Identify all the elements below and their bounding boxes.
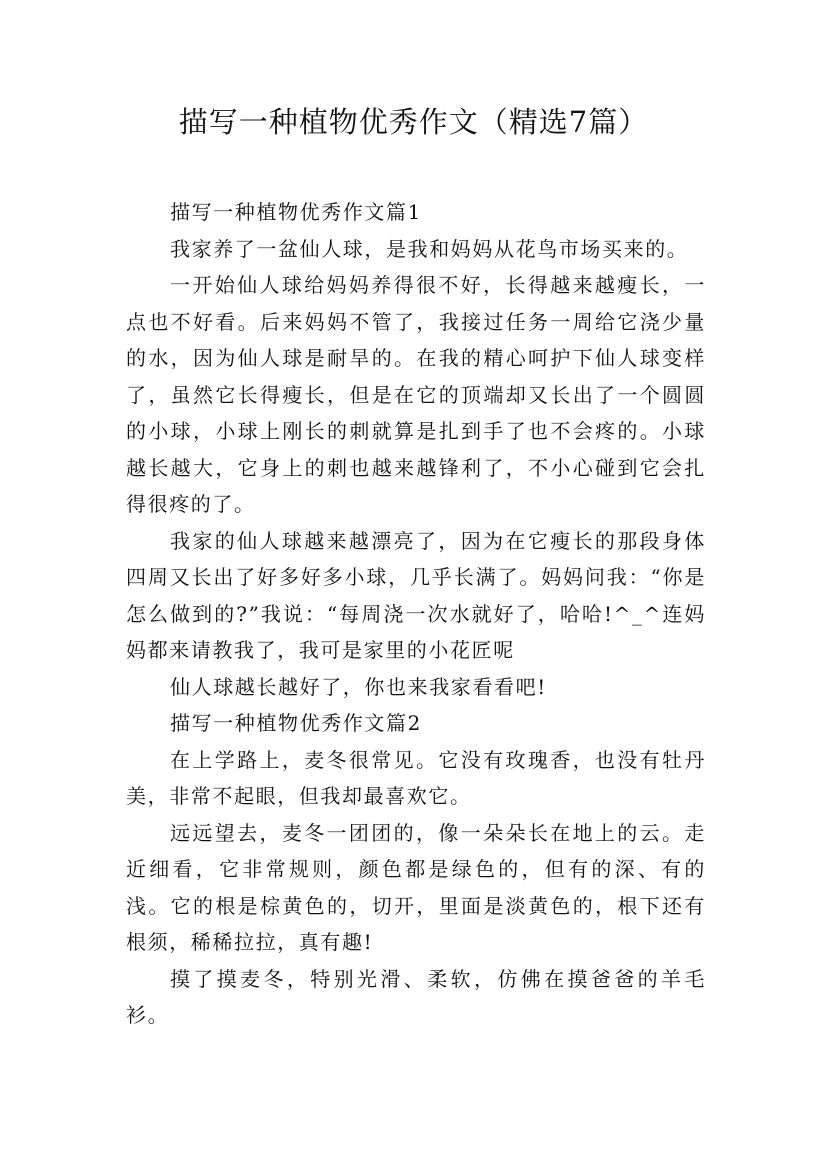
section-heading-1: 描写一种植物优秀作文篇1 — [170, 200, 422, 224]
document-body — [126, 194, 706, 1034]
paragraph: 仙人球越长越好了，你也来我家看看吧! — [170, 674, 547, 699]
paragraph: 摸了摸麦冬，特别光滑、柔软，仿佛在摸爸爸的羊毛衫。 — [126, 966, 706, 1027]
paragraph: 在上学路上，麦冬很常见。它没有玫瑰香，也没有牡丹美，非常不起眼，但我却最喜欢它。 — [126, 747, 706, 808]
paragraph: 我家的仙人球越来越漂亮了，因为在它瘦长的那段身体四周又长出了好多好多小球，几乎长满了。妈妈问我：“你是怎么做到的?”我说：“每周浇一次水就好了，哈哈!^_^连妈妈都来请教我了，我可是家里的小花匠呢 — [126, 528, 706, 662]
paragraph: 一开始仙人球给妈妈养得很不好，长得越来越瘦长，一点也不好看。后来妈妈不管了，我接过任务一周给它浇少量的水，因为仙人球是耐旱的。在我的精心呵护下仙人球变样了，虽然它长得瘦长，但是在它的顶端却又长出了一个圆圆的小球，小球上刚长的刺就算是扎到手了也不会疼的。小球越长越大，它身上的刺也越来越锋利了，不小心碰到它会扎得很疼的了。 — [126, 273, 706, 516]
section-heading-2: 描写一种植物优秀作文篇2 — [170, 711, 422, 735]
document-title: 描写一种植物优秀作文（精选7篇） — [178, 105, 649, 139]
paragraph: 我家养了一盆仙人球，是我和妈妈从花鸟市场买来的。 — [170, 236, 689, 261]
paragraph: 远远望去，麦冬一团团的，像一朵朵长在地上的云。走近细看，它非常规则，颜色都是绿色的，但有的深、有的浅。它的根是棕黄色的，切开，里面是淡黄色的，根下还有根须，稀稀拉拉，真有趣! — [126, 820, 706, 954]
